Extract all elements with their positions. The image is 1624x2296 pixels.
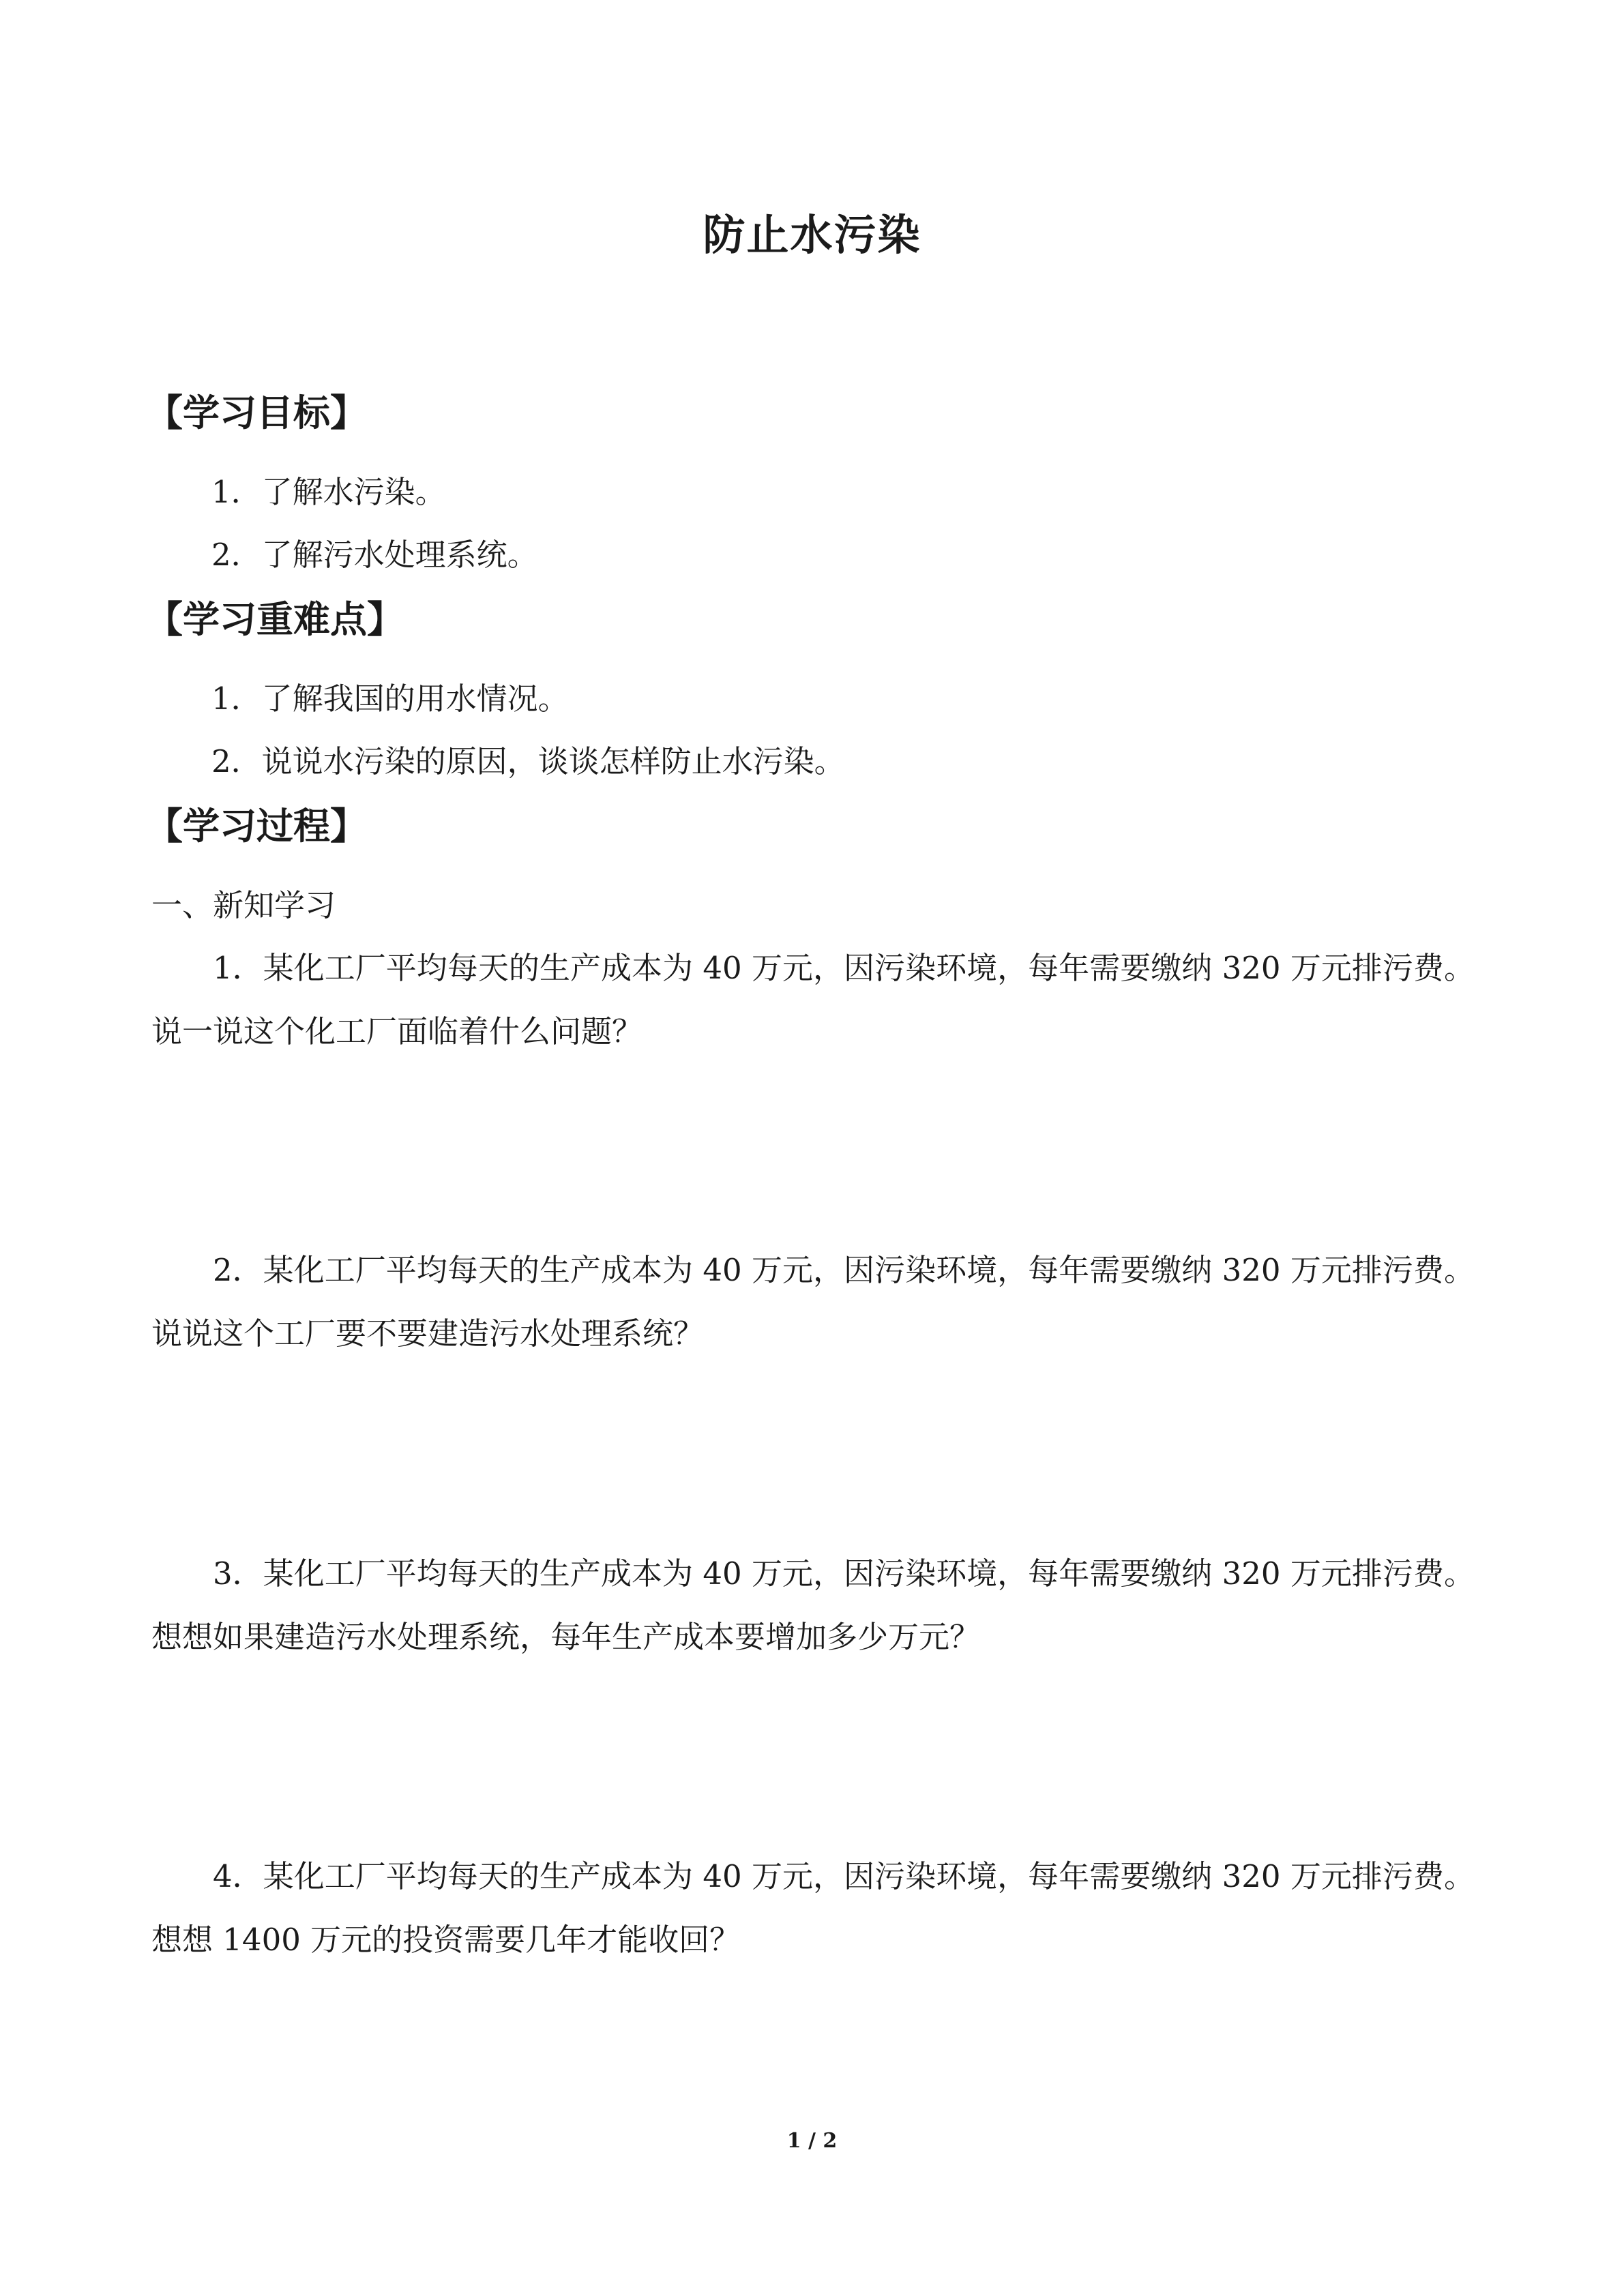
section-heading-objectives: 【学习目标】 — [146, 391, 367, 434]
question-item: 3．某化工厂平均每天的生产成本为 40 万元，因污染环境，每年需要缴纳 320 万元排污费。想想如果建造污水处理系统，每年生产成本要增加多少万元？ — [151, 1555, 1475, 1655]
key-point-item: 2．说说水污染的原因，谈谈怎样防止水污染。 — [211, 743, 845, 779]
page-number: 1 / 2 — [786, 2129, 838, 2153]
objective-item: 1．了解水污染。 — [211, 474, 446, 510]
process-subheading: 一、新知学习 — [151, 887, 336, 923]
section-heading-process: 【学习过程】 — [146, 805, 367, 848]
question-item: 1．某化工厂平均每天的生产成本为 40 万元，因污染环境，每年需要缴纳 320 万元排污费。说一说这个化工厂面临着什么问题？ — [151, 950, 1475, 1049]
objective-item: 2．了解污水处理系统。 — [211, 537, 538, 573]
question-item: 2．某化工厂平均每天的生产成本为 40 万元，因污染环境，每年需要缴纳 320 万元排污费。说说这个工厂要不要建造污水处理系统？ — [151, 1252, 1475, 1352]
question-item: 4．某化工厂平均每天的生产成本为 40 万元，因污染环境，每年需要缴纳 320 万元排污费。想想 1400 万元的投资需要几年才能收回？ — [151, 1858, 1475, 1958]
page-title: 防止水污染 — [703, 210, 921, 260]
key-point-item: 1．了解我国的用水情况。 — [211, 681, 569, 717]
section-heading-key-points: 【学习重难点】 — [146, 598, 404, 641]
